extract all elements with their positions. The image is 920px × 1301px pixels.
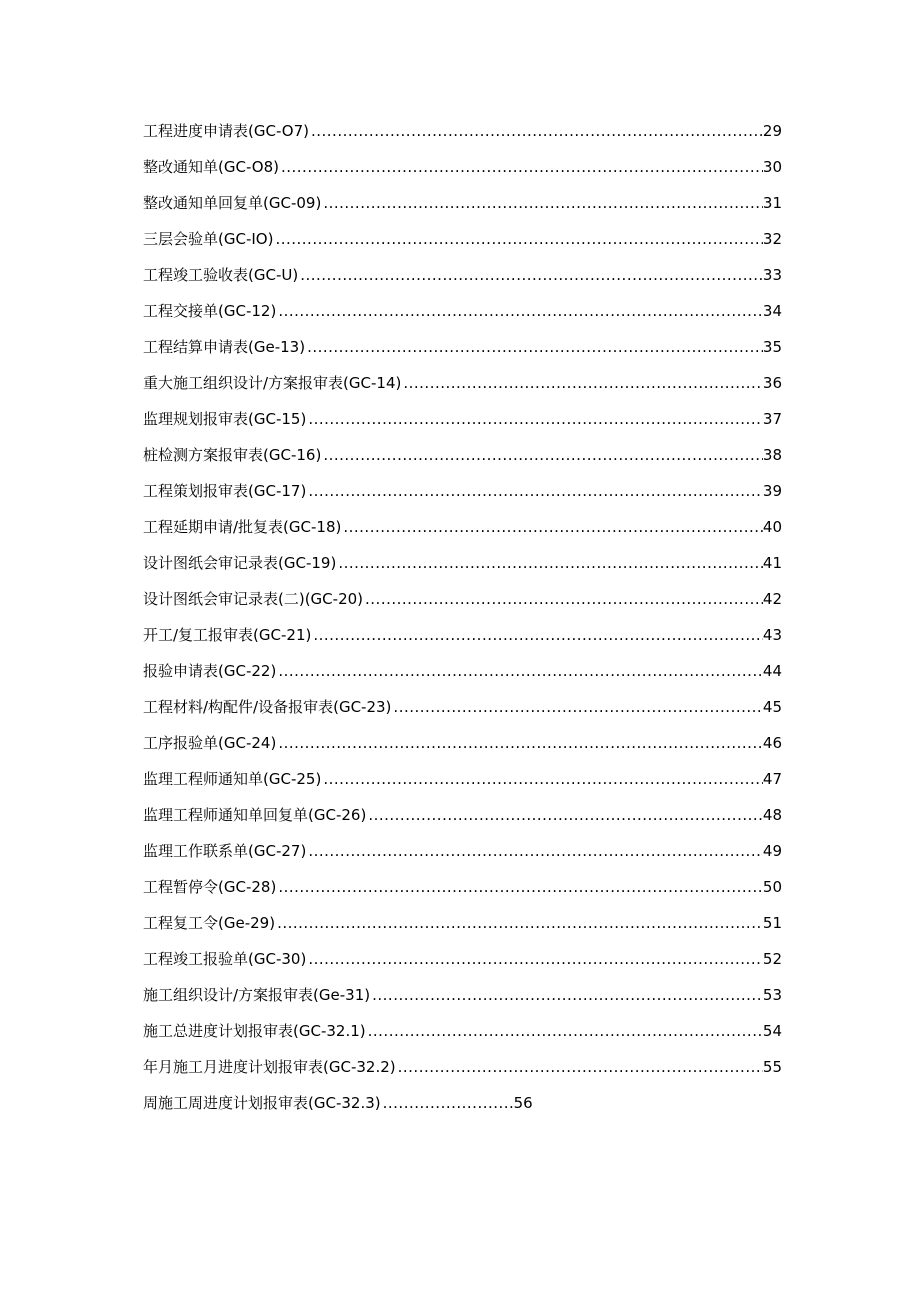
- toc-entry-title: 监理工程师通知单(GC-25): [143, 770, 322, 788]
- toc-entry-title: 监理工作联系单(GC-27): [143, 842, 307, 860]
- toc-entry-title: 设计图纸会审记录表(GC-19): [143, 554, 337, 572]
- toc-page-number: 40: [762, 518, 782, 536]
- toc-entry[interactable]: [143, 983, 782, 1019]
- toc-entry[interactable]: [143, 119, 782, 155]
- toc-entry[interactable]: [143, 443, 782, 479]
- toc-page-number: 51: [762, 914, 782, 932]
- toc-entry-title: 工程策划报审表(GC-17): [143, 482, 307, 500]
- toc-entry-title: 报验申请表(GC-22): [143, 662, 277, 680]
- toc-entry-title: 整改通知单回复单(GC-09): [143, 194, 322, 212]
- toc-entry[interactable]: [143, 623, 782, 659]
- toc-page-number: 55: [762, 1058, 782, 1076]
- toc-page-number: 42: [762, 590, 782, 608]
- toc-dot-leader: [341, 515, 763, 539]
- toc-entry-title: 整改通知单(GC-O8): [143, 158, 279, 176]
- toc-dot-leader: [305, 335, 763, 359]
- toc-entry-title: 监理工程师通知单回复单(GC-26): [143, 806, 367, 824]
- toc-entry-title: 施工总进度计划报审表(GC-32.1): [143, 1022, 366, 1040]
- toc-dot-leader: [321, 767, 763, 791]
- toc-page-number: 50: [762, 878, 782, 896]
- toc-page-number: 38: [762, 446, 782, 464]
- toc-dot-leader: [366, 803, 763, 827]
- toc-dot-leader: [309, 119, 763, 143]
- toc-dot-leader: [276, 731, 763, 755]
- toc-page-number: 36: [762, 374, 782, 392]
- toc-page-number: 39: [762, 482, 782, 500]
- toc-entry-title: 工程暂停令(GC-28): [143, 878, 277, 896]
- toc-entry[interactable]: [143, 551, 782, 587]
- toc-page-number: 33: [762, 266, 782, 284]
- toc-dot-leader: [273, 227, 762, 251]
- toc-entry[interactable]: [143, 731, 782, 767]
- toc-entry-title: 年月施工月进度计划报审表(GC-32.2): [143, 1058, 396, 1076]
- toc-dot-leader: [401, 371, 763, 395]
- toc-entry-title: 周施工周进度计划报审表(GC-32.3): [143, 1094, 381, 1112]
- toc-page-number: 32: [762, 230, 782, 248]
- toc-entry-title: 施工组织设计/方案报审表(Ge-31): [143, 986, 371, 1004]
- toc-entry[interactable]: [143, 695, 782, 731]
- toc-entry-title: 工序报验单(GC-24): [143, 734, 277, 752]
- toc-entry[interactable]: [143, 947, 782, 983]
- toc-page-number: 44: [762, 662, 782, 680]
- toc-entry[interactable]: [143, 1091, 782, 1127]
- toc-entry-title: 工程材料/构配件/设备报审表(GC-23): [143, 698, 392, 716]
- toc-entry[interactable]: [143, 1055, 782, 1091]
- toc-page-number: 41: [762, 554, 782, 572]
- toc-page-number: 45: [762, 698, 782, 716]
- toc-dot-leader: [363, 587, 763, 611]
- toc-page-number: 53: [762, 986, 782, 1004]
- toc-page-number: 34: [762, 302, 782, 320]
- toc-page-number: 37: [762, 410, 782, 428]
- toc-page-number: 30: [762, 158, 782, 176]
- toc-entry[interactable]: [143, 911, 782, 947]
- toc-entry-title: 工程结算申请表(Ge-13): [143, 338, 306, 356]
- toc-dot-leader: [321, 191, 763, 215]
- toc-dot-leader: [391, 695, 762, 719]
- toc-entry-title: 工程延期申请/批复表(GC-18): [143, 518, 342, 536]
- toc-entry[interactable]: [143, 803, 782, 839]
- toc-entry[interactable]: [143, 1019, 782, 1055]
- toc-entry-title: 三层会验单(GC-IO): [143, 230, 274, 248]
- toc-page-number: 48: [762, 806, 782, 824]
- toc-dot-leader: [396, 1055, 763, 1079]
- toc-entry-title: 工程复工令(Ge-29): [143, 914, 276, 932]
- toc-entry[interactable]: [143, 767, 782, 803]
- toc-page-number: 52: [762, 950, 782, 968]
- toc-page-number: 56: [513, 1094, 533, 1112]
- toc-page-number: 43: [762, 626, 782, 644]
- toc-entry[interactable]: [143, 479, 782, 515]
- toc-entry-title: 工程进度申请表(GC-O7): [143, 122, 309, 140]
- toc-dot-leader: [276, 299, 763, 323]
- toc-dot-leader: [306, 407, 763, 431]
- table-of-contents: [143, 119, 782, 1127]
- toc-dot-leader: [275, 911, 763, 935]
- toc-page-number: 46: [762, 734, 782, 752]
- toc-entry[interactable]: [143, 191, 782, 227]
- toc-entry-title: 开工/复工报审表(GC-21): [143, 626, 312, 644]
- toc-entry[interactable]: [143, 659, 782, 695]
- toc-dot-leader: [336, 551, 763, 575]
- toc-page-number: 35: [762, 338, 782, 356]
- toc-entry-title: 设计图纸会审记录表(二)(GC-20): [143, 590, 364, 608]
- toc-page-number: 54: [762, 1022, 782, 1040]
- toc-entry[interactable]: [143, 371, 782, 407]
- toc-entry-title: 工程交接单(GC-12): [143, 302, 277, 320]
- toc-page-number: 31: [762, 194, 782, 212]
- toc-dot-leader: [279, 155, 763, 179]
- toc-entry-title: 工程竣工验收表(GC-U): [143, 266, 299, 284]
- toc-dot-leader: [366, 1019, 763, 1043]
- toc-dot-leader: [321, 443, 763, 467]
- toc-entry-title: 监理规划报审表(GC-15): [143, 410, 307, 428]
- toc-entry[interactable]: [143, 515, 782, 551]
- toc-dot-leader: [298, 263, 763, 287]
- toc-dot-leader: [306, 947, 763, 971]
- toc-entry[interactable]: [143, 155, 782, 191]
- toc-dot-leader: [381, 1091, 514, 1115]
- toc-entry[interactable]: [143, 227, 782, 263]
- toc-page-number: 47: [762, 770, 782, 788]
- toc-entry[interactable]: [143, 875, 782, 911]
- toc-dot-leader: [306, 479, 763, 503]
- toc-page-number: 49: [762, 842, 782, 860]
- toc-dot-leader: [276, 875, 763, 899]
- toc-page-number: 29: [762, 122, 782, 140]
- toc-dot-leader: [276, 659, 763, 683]
- toc-dot-leader: [306, 839, 763, 863]
- toc-entry[interactable]: [143, 407, 782, 443]
- toc-dot-leader: [311, 623, 763, 647]
- toc-entry[interactable]: [143, 263, 782, 299]
- toc-entry[interactable]: [143, 299, 782, 335]
- toc-entry[interactable]: [143, 335, 782, 371]
- toc-entry[interactable]: [143, 587, 782, 623]
- toc-dot-leader: [370, 983, 763, 1007]
- toc-entry-title: 工程竣工报验单(GC-30): [143, 950, 307, 968]
- toc-entry-title: 桩检测方案报审表(GC-16): [143, 446, 322, 464]
- toc-entry-title: 重大施工组织设计/方案报审表(GC-14): [143, 374, 402, 392]
- toc-entry[interactable]: [143, 839, 782, 875]
